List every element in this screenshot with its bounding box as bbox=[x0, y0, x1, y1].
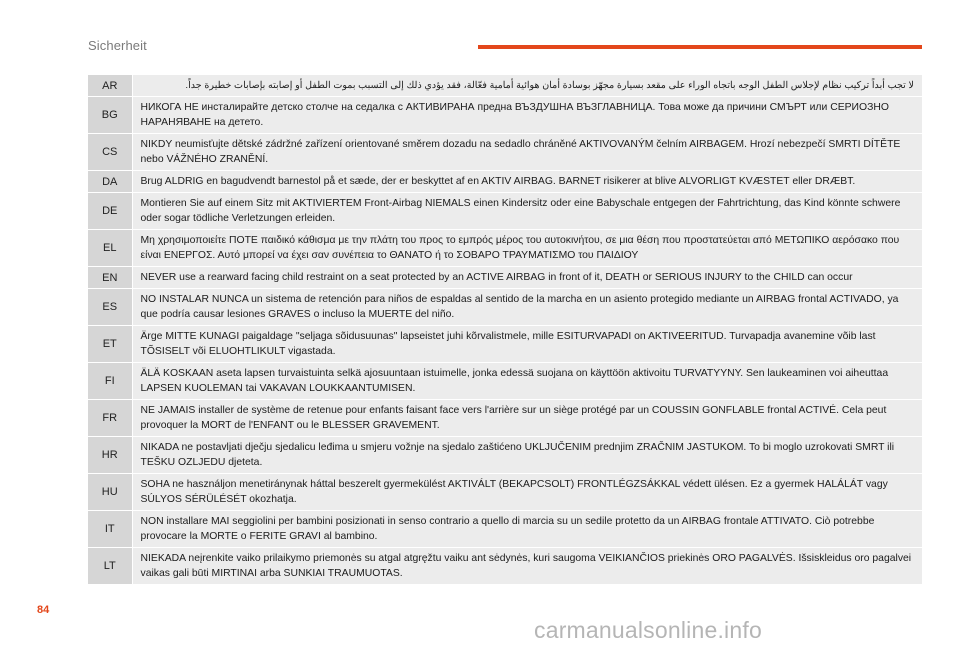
warning-row-ar bbox=[88, 75, 922, 97]
warning-row-hu bbox=[88, 474, 922, 511]
language-code: IT bbox=[88, 511, 132, 548]
warning-row-it bbox=[88, 511, 922, 548]
warning-row-de bbox=[88, 193, 922, 230]
warning-text: NIEKADA neįrenkite vaiko prilaikymo priemonės su atgal atgręžtu vaiku ant sėdynės, kuri saugoma VEIKIANČIOS priekinės ORO PAGALVĖS. Išsiskleidus oro pagalvei vaikas gali būti MIRTINAI arba SUNKIAI TRAUMUOTAS. bbox=[132, 548, 922, 585]
warning-text: لا تجب أبداً تركيب نظام لإجلاس الطفل الوجه باتجاه الوراء على مقعد بسيارة مجهّز بوسادة أمان هوائية أمامية فعّالة، فقد يؤدي ذلك إلى التسبب بموت الطفل أو إصابته بإصابات خطيرة جداً. bbox=[132, 75, 922, 97]
warning-text: NEVER use a rearward facing child restraint on a seat protected by an ACTIVE AIRBAG in front of it, DEATH or SERIOUS INJURY to the CHILD can occur bbox=[132, 267, 922, 289]
warning-text: NIKADA ne postavljati dječju sjedalicu leđima u smjeru vožnje na sjedalo zaštićeno UKLJUČENIM prednjim ZRAČNIM JASTUKOM. To bi moglo uzrokovati SMRT ili TEŠKU OZLJEDU djeteta. bbox=[132, 437, 922, 474]
language-code: ET bbox=[88, 326, 132, 363]
language-code: ES bbox=[88, 289, 132, 326]
language-code: EL bbox=[88, 230, 132, 267]
language-code: FR bbox=[88, 400, 132, 437]
warning-row-da bbox=[88, 171, 922, 193]
language-code: HR bbox=[88, 437, 132, 474]
warning-row-et bbox=[88, 326, 922, 363]
warning-row-fr bbox=[88, 400, 922, 437]
warning-row-hr bbox=[88, 437, 922, 474]
language-code: EN bbox=[88, 267, 132, 289]
warning-text: ÄLÄ KOSKAAN aseta lapsen turvaistuinta selkä ajosuuntaan istuimelle, jonka edessä suojana on käyttöön aktivoitu TURVATYYNY. Sen laukeaminen voi aiheuttaa LAPSEN KUOLEMAN tai VAKAVAN LOUKKAANTUMISEN. bbox=[132, 363, 922, 400]
warning-text: Μη χρησιμοποιείτε ΠΟΤΕ παιδικό κάθισμα με την πλάτη του προς το εμπρός μέρος του αυτοκινήτου, σε μια θέση που προστατεύεται από ΜΕΤΩΠΙΚΟ αερόσακο που είναι ΕΝΕΡΓΟΣ. Αυτό μπορεί να έχει σαν συνέπεια το ΘΑΝΑΤΟ ή το ΣΟΒΑΡΟ ΤΡΑΥΜΑΤΙΣΜΟ του ΠΑΙΔΙΟΥ bbox=[132, 230, 922, 267]
warning-row-bg bbox=[88, 97, 922, 134]
warning-text: НИКОГА НЕ инсталирайте детско столче на седалка с АКТИВИРАНА предна ВЪЗДУШНА ВЪЗГЛАВНИЦА. Това може да причини СМЪРТ или СЕРИОЗНО НАРАНЯВАНЕ на детето. bbox=[132, 97, 922, 134]
language-code: DA bbox=[88, 171, 132, 193]
language-code: CS bbox=[88, 134, 132, 171]
language-code: FI bbox=[88, 363, 132, 400]
language-code: BG bbox=[88, 97, 132, 134]
warning-text: Ärge MITTE KUNAGI paigaldage "seljaga sõidusuunas" lapseistet juhi kõrvalistmele, mille ESITURVAPADI on AKTIVEERITUD. Turvapadja avanemine võib last TÕSISELT või ELUOHTLIKULT vigastada. bbox=[132, 326, 922, 363]
warning-table-body bbox=[88, 75, 922, 584]
warning-row-el bbox=[88, 230, 922, 267]
warning-text: NO INSTALAR NUNCA un sistema de retención para niños de espaldas al sentido de la marcha en un asiento protegido mediante un AIRBAG frontal ACTIVADO, ya que podría causar lesiones GRAVES o incluso la MUERTE del niño. bbox=[132, 289, 922, 326]
warning-text: NIKDY neumisťujte dětské zádržné zařízení orientované směrem dozadu na sedadlo chráněné AKTIVOVANÝM čelním AIRBAGEM. Hrozí nebezpečí SMRTI DÍTĚTE nebo VÁŽNÉHO ZRANĚNÍ. bbox=[132, 134, 922, 171]
language-code: HU bbox=[88, 474, 132, 511]
warning-row-lt bbox=[88, 548, 922, 585]
warning-row-es bbox=[88, 289, 922, 326]
language-code: LT bbox=[88, 548, 132, 585]
warning-text: Brug ALDRIG en bagudvendt barnestol på et sæde, der er beskyttet af en AKTIV AIRBAG. BARNET risikerer at blive ALVORLIGT KVÆSTET eller DRÆBT. bbox=[132, 171, 922, 193]
warning-text: SOHA ne használjon menetiránynak háttal beszerelt gyermekülést AKTIVÁLT (BEKAPCSOLT) FRONTLÉGZSÁKKAL védett ülésen. Ez a gyermek HALÁLÁT vagy SÚLYOS SÉRÜLÉSÉT okozhatja. bbox=[132, 474, 922, 511]
watermark: carmanualsonline.info bbox=[534, 617, 762, 643]
warning-text: Montieren Sie auf einem Sitz mit AKTIVIERTEM Front-Airbag NIEMALS einen Kindersitz oder eine Babyschale entgegen der Fahrtrichtung, das Kind könnte schwere oder sogar tödliche Verletzungen erleiden. bbox=[132, 193, 922, 230]
header-accent-bar bbox=[478, 45, 922, 49]
airbag-warning-table bbox=[88, 75, 922, 584]
warning-text: NON installare MAI seggiolini per bambini posizionati in senso contrario a quello di marcia su un sedile protetto da un AIRBAG frontale ATTIVATO. Ciò potrebbe provocare la MORTE o FERITE GRAVI al bambino. bbox=[132, 511, 922, 548]
language-code: AR bbox=[88, 75, 132, 97]
warning-text: NE JAMAIS installer de système de retenue pour enfants faisant face vers l'arrière sur un siège protégé par un COUSSIN GONFLABLE frontal ACTIVÉ. Cela peut provoquer la MORT de l'ENFANT ou le BLESSER GRAVEMENT. bbox=[132, 400, 922, 437]
warning-row-cs bbox=[88, 134, 922, 171]
warning-row-fi bbox=[88, 363, 922, 400]
page-number: 84 bbox=[37, 604, 50, 616]
section-title: Sicherheit bbox=[88, 38, 147, 53]
language-code: DE bbox=[88, 193, 132, 230]
warning-row-en bbox=[88, 267, 922, 289]
